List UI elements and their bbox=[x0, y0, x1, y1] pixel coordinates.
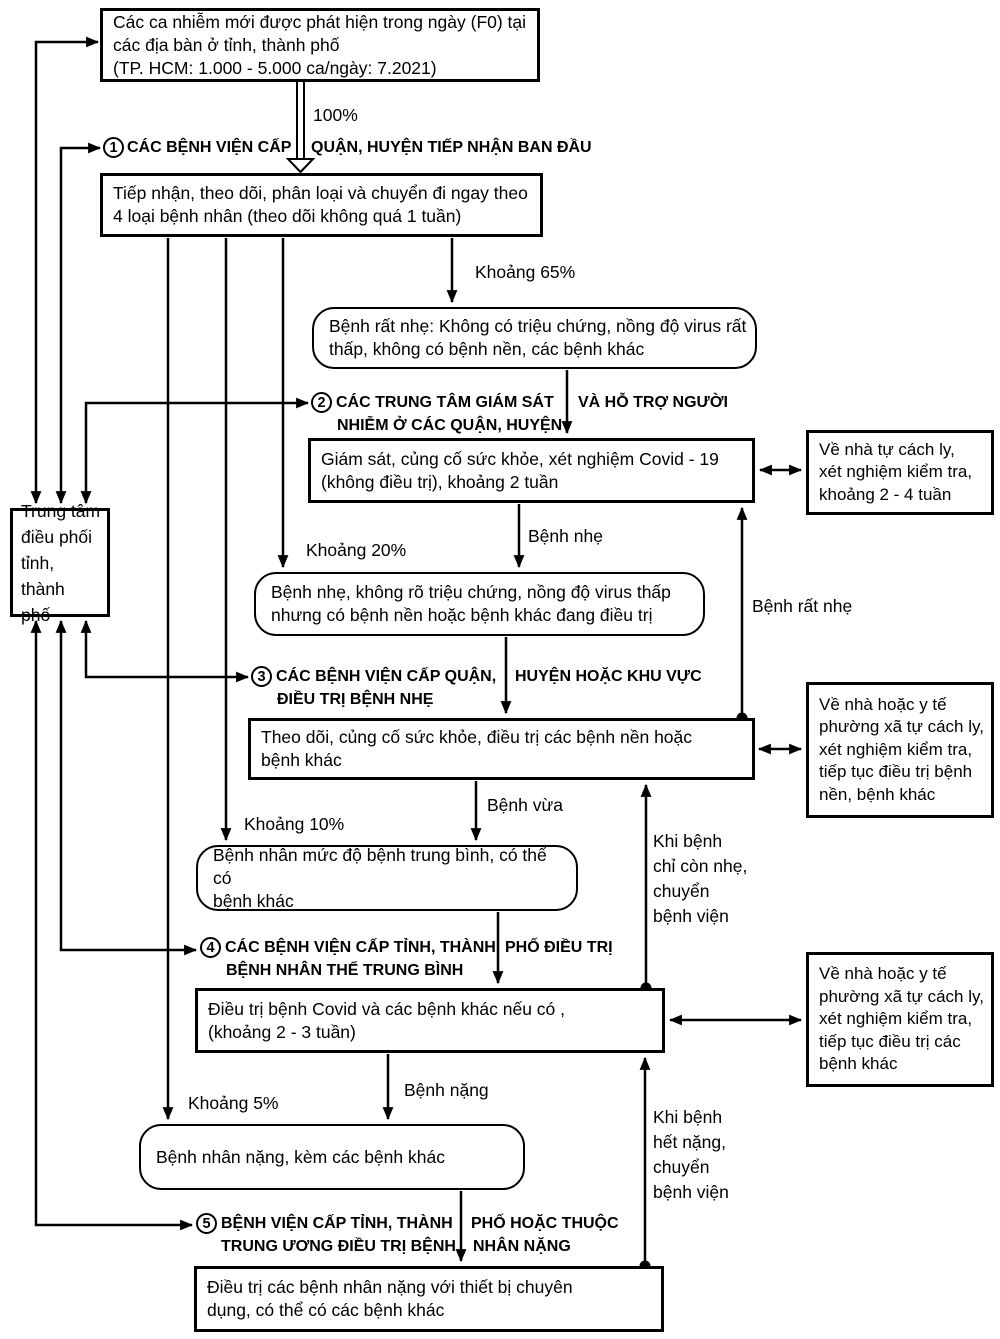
stage-5-label-line2: TRUNG ƯƠNG ĐIỀU TRỊ BỆNH bbox=[221, 1238, 456, 1255]
label-20pct: Khoảng 20% bbox=[306, 540, 407, 560]
monitoring-box: Giám sát, củng cố sức khỏe, xét nghiệm Covid - 19 (không điều trị), khoảng 2 tuần bbox=[308, 438, 755, 503]
moderate-treatment-box: Điều trị bệnh Covid và các bệnh khác nếu có , (khoảng 2 - 3 tuần) bbox=[195, 988, 665, 1053]
stage-4-label: CÁC BỆNH VIỆN CẤP TỈNH, THÀNH bbox=[225, 939, 496, 956]
very-mild-patients-box: Bệnh rất nhẹ: Không có triệu chứng, nồng độ virus rất thấp, không có bệnh nền, các bệnh khác bbox=[312, 307, 757, 369]
stage-3-label: CÁC BỆNH VIỆN CẤP QUẬN, bbox=[276, 668, 497, 685]
label-severe-flow: Bệnh nặng bbox=[404, 1080, 489, 1100]
stage-2-label: CÁC TRUNG TÂM GIÁM SÁT bbox=[336, 394, 554, 411]
home-isolation-box-3: Về nhà hoặc y tế phường xã tự cách ly, xét nghiệm kiểm tra, tiếp tục điều trị các bệnh khác bbox=[806, 952, 994, 1087]
stage-3-label-line2: ĐIỀU TRỊ BỆNH NHẸ bbox=[277, 691, 434, 708]
home-isolation-box-1: Về nhà tự cách ly, xét nghiệm kiểm tra, khoảng 2 - 4 tuần bbox=[806, 430, 994, 515]
label-100pct: 100% bbox=[313, 105, 358, 125]
mild-treatment-box: Theo dõi, củng cố sức khỏe, điều trị các bệnh nền hoặc bệnh khác bbox=[248, 718, 755, 780]
label-10pct: Khoảng 10% bbox=[244, 814, 345, 834]
moderate-patients-box: Bệnh nhân mức độ bệnh trung bình, có thể có bệnh khác bbox=[196, 845, 578, 911]
label-mild-flow: Bệnh nhẹ bbox=[528, 526, 603, 546]
stage-3-number: 3 bbox=[251, 666, 272, 687]
stage-5-label-cont: PHỐ HOẶC THUỘC bbox=[471, 1215, 619, 1232]
stage-5-label-line2-cont: NHÂN NẶNG bbox=[473, 1238, 571, 1255]
mild-patients-box: Bệnh nhẹ, không rõ triệu chứng, nồng độ virus thấp nhưng có bệnh nền hoặc bệnh khác đang điều trị bbox=[254, 572, 705, 636]
stage-2-label-line2: NHIỄM Ở CÁC QUẬN, HUYỆN bbox=[337, 417, 563, 434]
stage-2-label-cont: VÀ HỖ TRỢ NGƯỜI bbox=[578, 394, 728, 411]
label-when-only-mild: Khi bệnh chỉ còn nhẹ, chuyển bệnh viện bbox=[653, 831, 748, 926]
coordination-center-box: Trung tâm điều phối tỉnh, thành phố bbox=[10, 508, 110, 617]
label-65pct: Khoảng 65% bbox=[475, 262, 576, 282]
label-very-mild-flow: Bệnh rất nhẹ bbox=[752, 596, 853, 616]
stage-3-label-cont: HUYỆN HOẶC KHU VỰC bbox=[515, 668, 702, 685]
stage-4-label-line2: BỆNH NHÂN THỂ TRUNG BÌNH bbox=[226, 962, 464, 979]
severe-patients-box: Bệnh nhân nặng, kèm các bệnh khác bbox=[139, 1124, 525, 1190]
label-moderate-flow: Bệnh vừa bbox=[487, 795, 563, 815]
stage-5-label: BỆNH VIỆN CẤP TỈNH, THÀNH bbox=[221, 1215, 453, 1232]
new-cases-box: Các ca nhiễm mới được phát hiện trong ngày (F0) tại các địa bàn ở tỉnh, thành phố (TP. HCM: 1.000 - 5.000 ca/ngày: 7.2021) bbox=[100, 8, 540, 82]
label-5pct: Khoảng 5% bbox=[188, 1093, 279, 1113]
reception-box: Tiếp nhận, theo dõi, phân loại và chuyển đi ngay theo 4 loại bệnh nhân (theo dõi không quá 1 tuần) bbox=[100, 173, 543, 237]
stage-1-label-cont: QUẬN, HUYỆN TIẾP NHẬN BAN ĐẦU bbox=[311, 139, 592, 156]
stage-5-number: 5 bbox=[196, 1213, 217, 1234]
home-isolation-box-2: Về nhà hoặc y tế phường xã tự cách ly, xét nghiệm kiểm tra, tiếp tục điều trị bệnh nền, bệnh khác bbox=[806, 682, 994, 818]
label-when-no-longer-severe: Khi bệnh hết nặng, chuyển bệnh viện bbox=[653, 1107, 729, 1202]
stage-1-label: CÁC BỆNH VIỆN CẤP bbox=[127, 139, 292, 156]
stage-4-label-cont: PHỐ ĐIỀU TRỊ bbox=[505, 939, 613, 956]
stage-2-number: 2 bbox=[311, 392, 332, 413]
severe-treatment-box: Điều trị các bệnh nhân nặng với thiết bị chuyên dụng, có thể có các bệnh khác bbox=[194, 1266, 664, 1332]
open-arrow-100pct bbox=[288, 82, 313, 172]
stage-4-number: 4 bbox=[200, 937, 221, 958]
stage-1-number: 1 bbox=[103, 137, 124, 158]
